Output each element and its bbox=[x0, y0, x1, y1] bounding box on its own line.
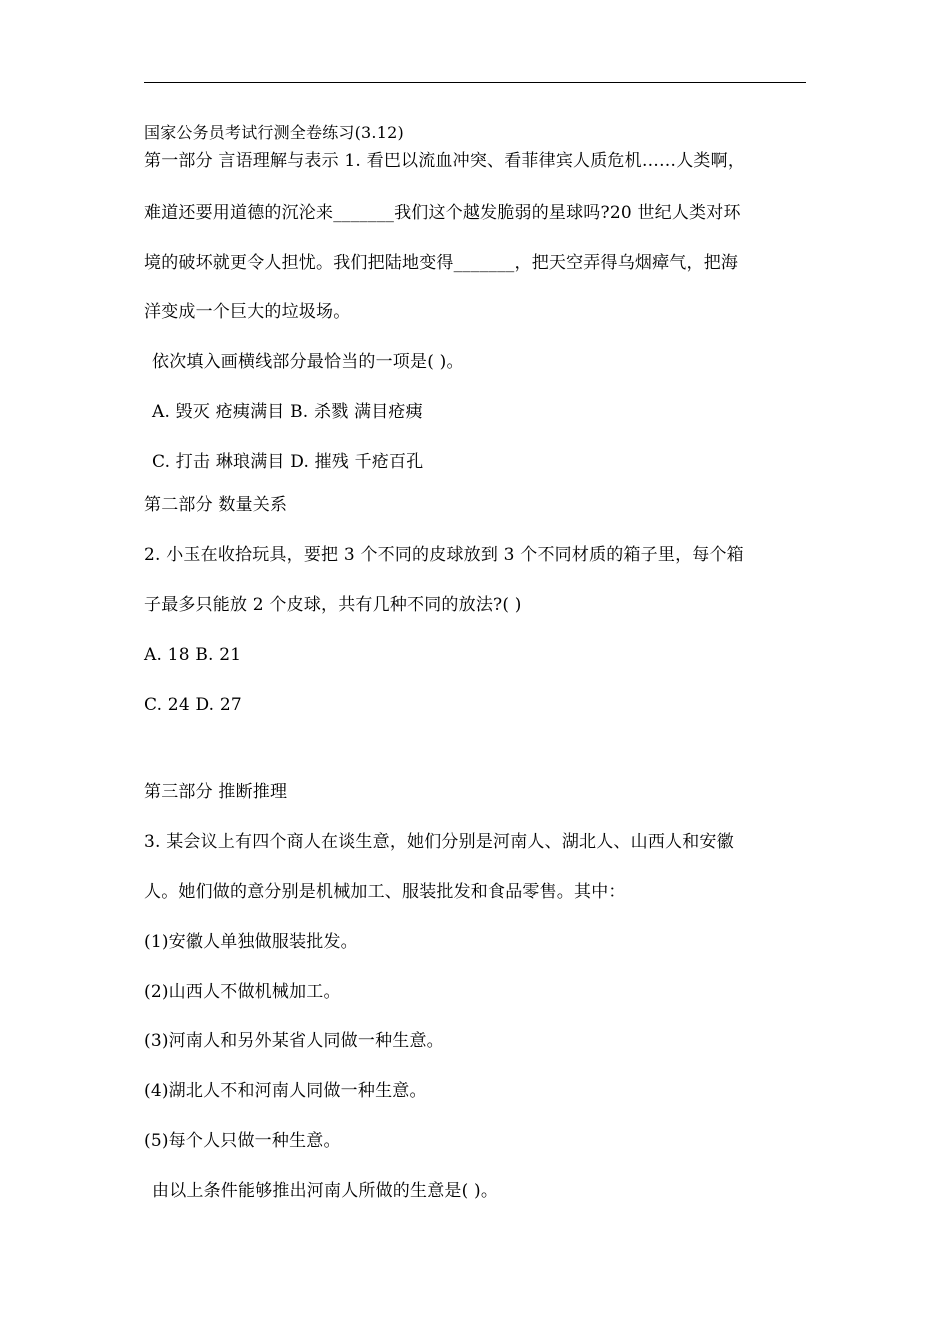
part2-options-cd: C. 24 D. 27 bbox=[144, 695, 242, 715]
header-rule bbox=[144, 82, 806, 83]
part3-heading: 第三部分 推断推理 bbox=[144, 782, 288, 802]
part2-options-ab: A. 18 B. 21 bbox=[144, 645, 242, 665]
part2-question-line-2: 子最多只能放 2 个皮球，共有几种不同的放法?( ) bbox=[144, 595, 522, 615]
part3-prompt: 由以上条件能够推出河南人所做的生意是( )。 bbox=[152, 1181, 499, 1201]
part1-question-line-2: 难道还要用道德的沉沦来_______我们这个越发脆弱的星球吗?20 世纪人类对环 bbox=[144, 203, 741, 223]
part3-condition: (3)河南人和另外某省人同做一种生意。 bbox=[144, 1031, 444, 1051]
part1-question-line-1: 第一部分 言语理解与表示 1. 看巴以流血冲突、看菲律宾人质危机……人类啊， bbox=[144, 151, 746, 171]
part1-options-ab: A. 毁灭 疮痍满目 B. 杀戮 满目疮痍 bbox=[152, 402, 423, 422]
part1-options-cd: C. 打击 琳琅满目 D. 摧残 千疮百孔 bbox=[152, 452, 424, 472]
part3-condition: (4)湖北人不和河南人同做一种生意。 bbox=[144, 1081, 427, 1101]
part3-condition: (5)每个人只做一种生意。 bbox=[144, 1131, 341, 1151]
part3-question-line-2: 人。她们做的意分别是机械加工、服装批发和食品零售。其中： bbox=[144, 882, 626, 902]
part1-question-line-4: 洋变成一个巨大的垃圾场。 bbox=[144, 302, 351, 322]
part3-condition: (1)安徽人单独做服装批发。 bbox=[144, 932, 358, 952]
document-title: 国家公务员考试行测全卷练习(3.12) bbox=[144, 123, 404, 142]
part1-prompt: 依次填入画横线部分最恰当的一项是( )。 bbox=[152, 352, 464, 372]
part3-condition: (2)山西人不做机械加工。 bbox=[144, 982, 341, 1002]
part3-question-line-1: 3. 某会议上有四个商人在谈生意，她们分别是河南人、湖北人、山西人和安徽 bbox=[144, 832, 734, 852]
part1-question-line-3: 境的破坏就更令人担忧。我们把陆地变得_______，把天空弄得乌烟瘴气，把海 bbox=[144, 253, 739, 273]
part2-question-line-1: 2. 小玉在收拾玩具，要把 3 个不同的皮球放到 3 个不同材质的箱子里，每个箱 bbox=[144, 545, 744, 565]
part2-heading: 第二部分 数量关系 bbox=[144, 495, 288, 515]
